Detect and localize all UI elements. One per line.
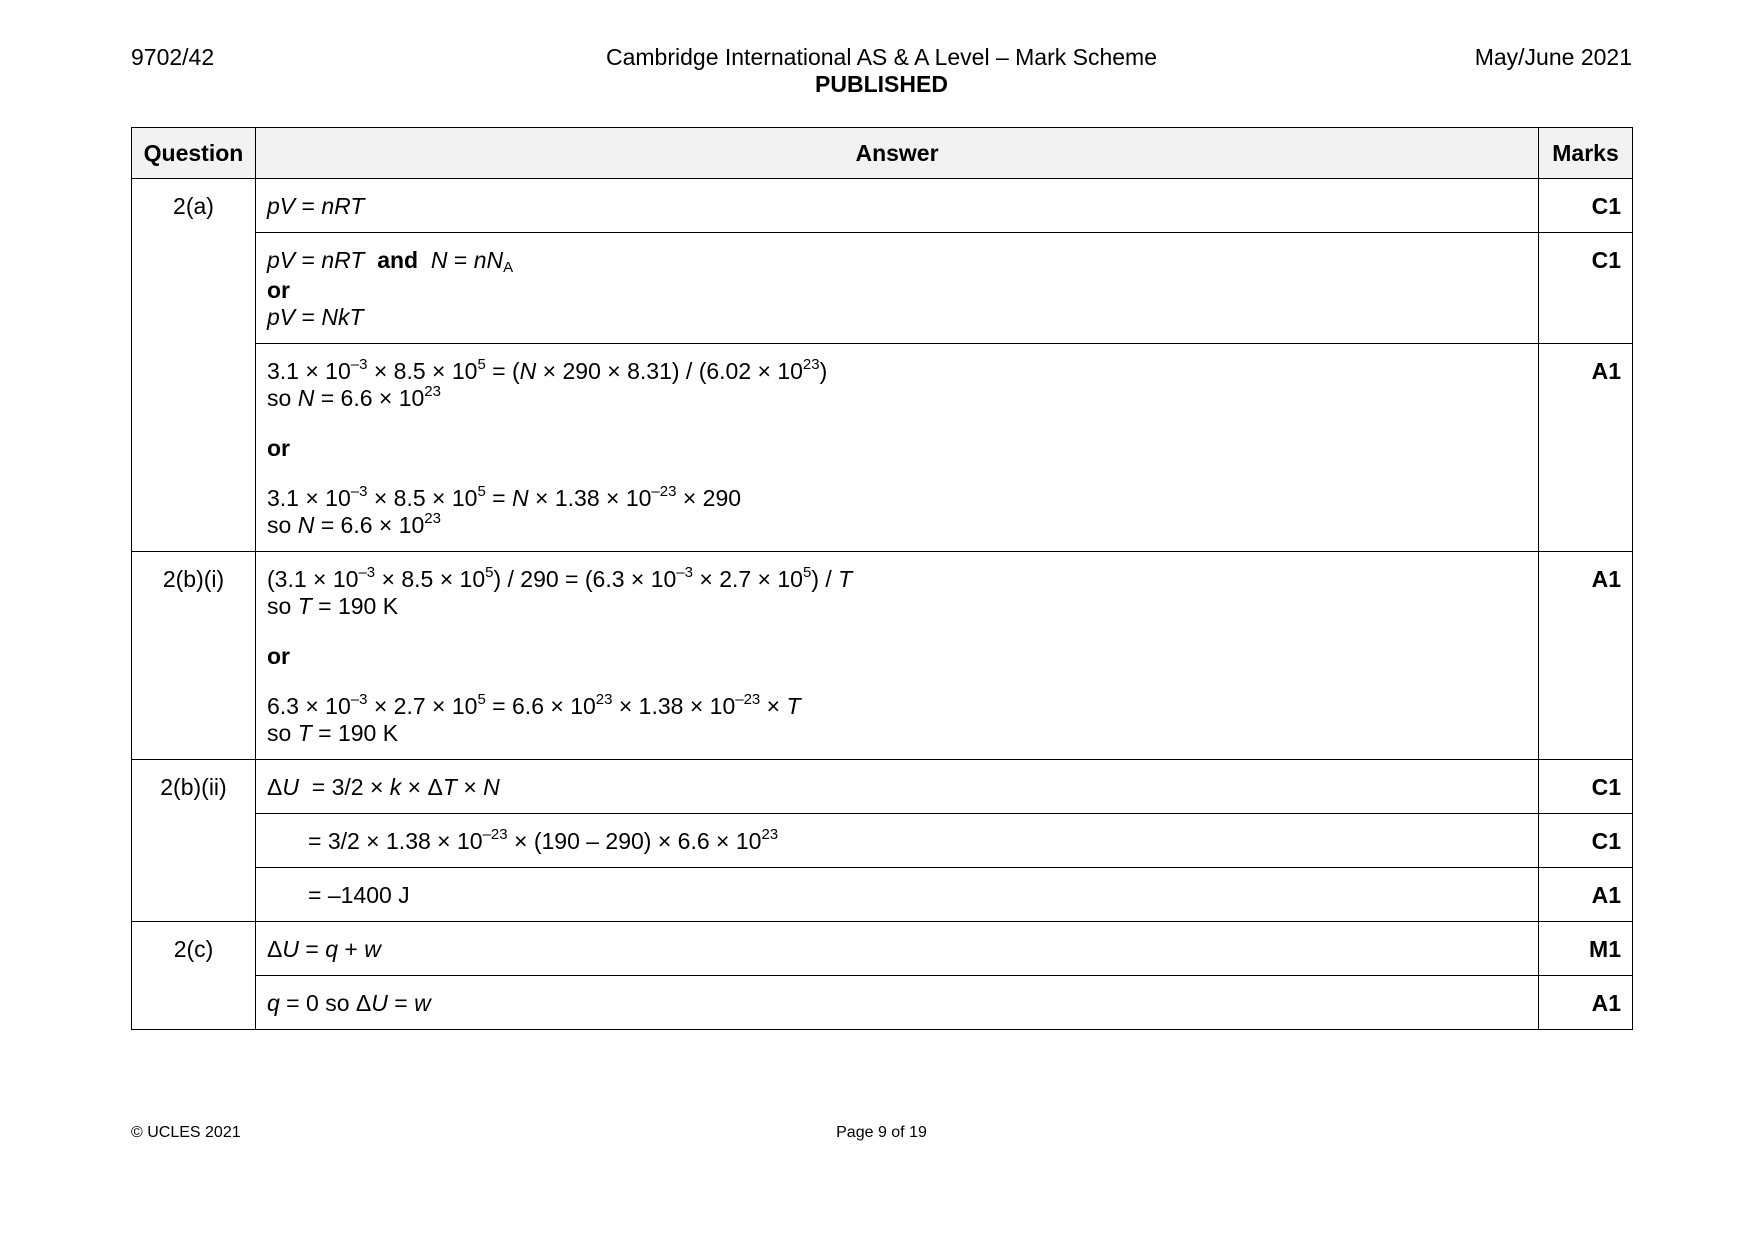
mark-cell: C1 [1539,814,1633,868]
mark-scheme-table [131,127,1633,1030]
mark-cell: M1 [1539,922,1633,976]
mark-cell: A1 [1539,344,1633,552]
or-word: or [267,643,290,669]
answer-cell: pV = nRT [256,179,1539,233]
table-row [132,922,1633,976]
marks-header: Marks [1539,128,1633,179]
table-header-row [132,128,1633,179]
page-number: Page 9 of 19 [836,1124,927,1141]
table-row [132,179,1633,233]
mark-cell: A1 [1539,976,1633,1030]
question-number: 2(a) [132,179,256,552]
exam-session: May/June 2021 [1474,44,1632,70]
question-number: 2(c) [132,922,256,1030]
answer-cell: ΔU = q + w [256,922,1539,976]
mark-cell: A1 [1539,552,1633,760]
answer-cell: pV = nRT and $N = nN_A$ or pV = NkT [256,233,1539,344]
answer-cell: $(3.1 \times 10^{-3} \times 8.5 \times 10^5) / 290 = (6.3 \times 10^{-3} \times 2.7 \times 10^5) / T$ so T = 190 K or $6.3 \times 10^{-3} \times 2.7 \times 10^5 = 6.6 \times 10^{23} \times 1.38 \times 10^{-23} \times T$ so T = 190 K [256,552,1539,760]
answer-cell: $3.1 \times 10^{-3} \times 8.5 \times 10^5 = (N \times 290 \times 8.31) / (6.02 \times 10^{23})$ so $N = 6.6 \times 10^{23}$ or $3.1 \times 10^{-3} \times 8.5 \times 10^5 = N \times 1.38 \times 10^{-23} \times 290$ so $N = 6.6 \times 10^{23}$ [256,344,1539,552]
answer-cell: = –1400 J [256,868,1539,922]
answer-cell: = $3/2 \times 1.38 \times 10^{-23} \times (190 - 290) \times 6.6 \times 10^{23}$ [256,814,1539,868]
table-row [132,552,1633,760]
answer-cell: ΔU = 3/2 × k × ΔT × N [256,760,1539,814]
table-row [132,233,1633,344]
published-label: PUBLISHED [815,71,948,97]
question-number: 2(b)(ii) [132,760,256,922]
question-header: Question [132,128,256,179]
question-number: 2(b)(i) [132,552,256,760]
document-title: Cambridge International AS & A Level – Mark Scheme [605,44,1158,70]
table-row [132,868,1633,922]
so-word: so [267,593,292,619]
table-row [132,976,1633,1030]
mark-cell: C1 [1539,179,1633,233]
so-word: so [325,990,350,1016]
mark-cell: A1 [1539,868,1633,922]
or-word: or [267,277,290,303]
and-word: and [377,247,419,273]
answer-header: Answer [256,128,1539,179]
table-row [132,760,1633,814]
so-word: so [267,512,292,538]
mark-cell: C1 [1539,233,1633,344]
or-word: or [267,435,290,461]
paper-code: 9702/42 [131,44,215,70]
table-row [132,344,1633,552]
table-row [132,814,1633,868]
mark-cell: C1 [1539,760,1633,814]
answer-cell: q = 0 so ΔU = w [256,976,1539,1030]
so-word: so [267,385,292,411]
copyright-notice: © UCLES 2021 [131,1124,241,1141]
so-word: so [267,720,292,746]
